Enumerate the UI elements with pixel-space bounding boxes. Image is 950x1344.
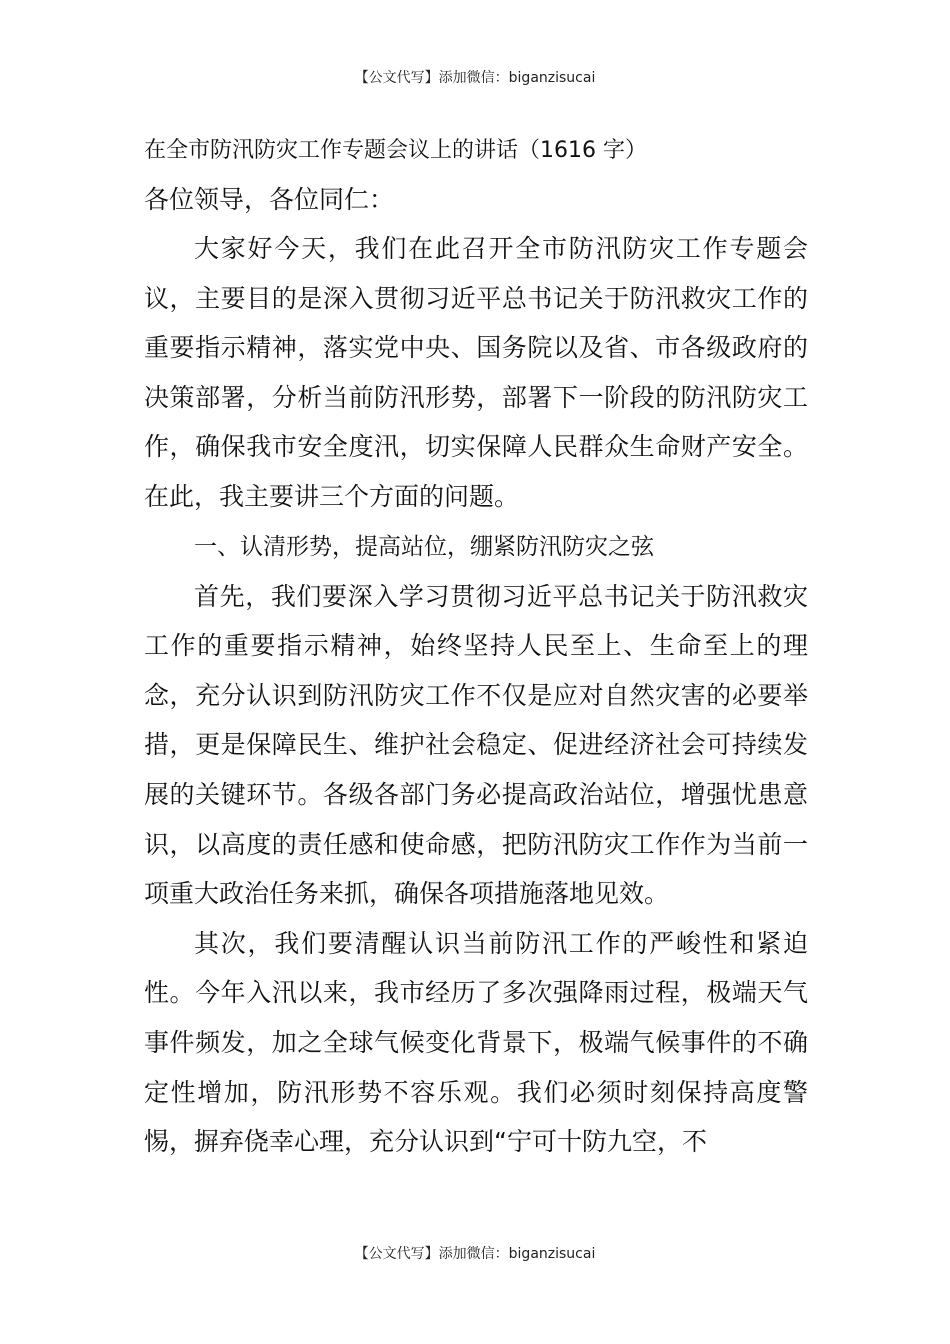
salutation: 各位领导，各位同仁： <box>144 185 395 214</box>
section-heading-1: 一、认清形势，提高站位，绷紧防汛防灾之弦 <box>194 533 654 560</box>
page-header: 【公文代写】添加微信：biganzisucai <box>354 70 596 86</box>
intro-paragraph: 大家好今天，我们在此召开全市防汛防灾工作专题会议，主要目的是深入贯彻习近平总书记关于防汛救灾工作的重要指示精神，落实党中央、国务院以及省、市各级政府的决策部署，分析当前防汛形势，部署下一阶段的防汛防灾工作，确保我市安全度汛，切实保障人民群众生命财产安全。在此，我主要讲三个方面的问题。 <box>144 234 808 511</box>
paragraph-second-point: 其次，我们要清醒认识当前防汛工作的严峻性和紧迫性。今年入汛以来，我市经历了多次强降雨过程，极端天气事件频发，加之全球气候变化背景下，极端气候事件的不确定性增加，防汛形势不容乐观。我们必须时刻保持高度警惕，摒弃侥幸心理，充分认识到“宁可十防九空，不 <box>144 928 808 1157</box>
document-body <box>144 127 808 1167</box>
document-title: 在全市防汛防灾工作专题会议上的讲话（1616 字） <box>144 138 647 163</box>
page-footer: 【公文代写】添加微信：biganzisucai <box>354 1246 596 1262</box>
paragraph-first-point: 首先，我们要深入学习贯彻习近平总书记关于防汛救灾工作的重要指示精神，始终坚持人民至上、生命至上的理念，充分认识到防汛防灾工作不仅是应对自然灾害的必要举措，更是保障民生、维护社会稳定、促进经济社会可持续发展的关键环节。各级各部门务必提高政治站位，增强忧患意识，以高度的责任感和使命感，把防汛防灾工作作为当前一项重大政治任务来抓，确保各项措施落地见效。 <box>144 581 808 909</box>
